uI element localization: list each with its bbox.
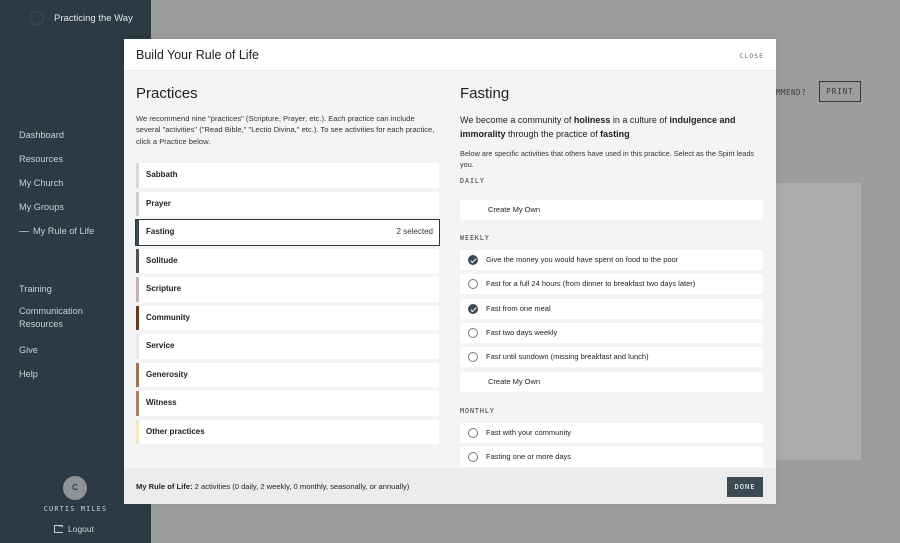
practice-label: Prayer <box>146 198 171 208</box>
practice-generosity[interactable] <box>136 363 439 388</box>
activities-column <box>460 85 763 185</box>
practice-label: Generosity <box>146 369 188 379</box>
practice-color-bar <box>136 220 139 245</box>
practice-label: Service <box>146 341 175 350</box>
activity-label: Give the money you would have spent on food to the poor <box>486 255 679 264</box>
practice-label: Community <box>146 312 190 322</box>
activity-label: Fast for a full 24 hours (from dinner to breakfast two days later) <box>486 279 696 288</box>
activity-label: Fast until sundown (missing breakfast and lunch) <box>486 352 649 361</box>
practice-scripture[interactable] <box>136 277 439 302</box>
modal-title: Build Your Rule of Life <box>136 48 260 62</box>
intro-text: We become a community of <box>460 115 574 125</box>
practice-color-bar <box>136 249 139 274</box>
practices-heading: Practices <box>136 85 198 102</box>
nav-training[interactable]: Training <box>19 284 52 294</box>
bg-recommend-text: MMEND? <box>776 88 807 97</box>
activities-description: Below are specific activities that others have used in this practice. Select as the Spirit leads you. <box>460 148 755 169</box>
checkbox-icon[interactable] <box>468 428 478 438</box>
create-own-label: Create My Own <box>488 377 541 386</box>
practice-witness[interactable] <box>136 391 439 416</box>
practice-label: Other practices <box>146 426 205 436</box>
monthly-label: MONTHLY <box>460 407 495 415</box>
practice-color-bar <box>136 163 139 188</box>
brand-logo[interactable] <box>22 13 133 24</box>
nav-give[interactable]: Give <box>19 345 38 355</box>
practice-color-bar <box>136 363 139 388</box>
logout-label: Logout <box>68 524 94 534</box>
nav-my-rule-of-life-label: My Rule of Life <box>33 226 95 236</box>
checkbox-icon[interactable] <box>468 279 478 289</box>
practice-label: Fasting <box>146 227 175 236</box>
active-indicator <box>19 231 29 232</box>
create-own-label: Create My Own <box>488 205 541 214</box>
nav-communication-resources[interactable] <box>19 305 83 332</box>
close-button[interactable]: CLOSE <box>739 52 764 60</box>
modal-header <box>124 39 776 71</box>
activity-item[interactable] <box>460 323 763 343</box>
bg-panel <box>776 183 861 460</box>
user-name: CURTIS MILES <box>43 505 108 513</box>
rule-summary-label: My Rule of Life: <box>136 482 193 491</box>
activity-item[interactable] <box>460 347 763 367</box>
activity-item[interactable] <box>460 423 763 443</box>
practice-label: Solitude <box>146 255 178 265</box>
practice-color-bar <box>136 391 139 416</box>
practices-column <box>136 85 439 147</box>
intro-bold: holiness <box>573 115 611 125</box>
activity-item[interactable] <box>460 299 763 319</box>
nav-my-groups[interactable]: My Groups <box>19 202 64 212</box>
nav-communication-line-2: Resources <box>19 319 63 330</box>
checkbox-icon[interactable] <box>468 352 478 362</box>
modal-body <box>124 71 776 468</box>
print-button[interactable]: PRINT <box>819 81 861 102</box>
practice-label: Sabbath <box>146 170 178 179</box>
activity-item[interactable] <box>460 274 763 294</box>
activity-label: Fast from one meal <box>486 304 551 313</box>
nav-resources[interactable]: Resources <box>19 154 63 164</box>
nav-my-church[interactable]: My Church <box>19 178 64 188</box>
nav-dashboard[interactable]: Dashboard <box>19 130 64 140</box>
nav-help[interactable]: Help <box>19 369 38 379</box>
logo-icon <box>30 11 44 25</box>
avatar[interactable]: C <box>63 476 87 500</box>
intro-text: through the practice of <box>505 129 601 140</box>
activity-label: Fast two days weekly <box>486 328 558 337</box>
practice-intro <box>460 113 750 142</box>
practice-color-bar <box>136 420 139 445</box>
checkbox-icon[interactable] <box>468 304 478 314</box>
practice-color-bar <box>136 192 139 217</box>
daily-label: DAILY <box>460 176 485 185</box>
checkbox-icon[interactable] <box>468 255 478 265</box>
practice-prayer[interactable] <box>136 192 439 217</box>
activity-item[interactable] <box>460 250 763 270</box>
logout-icon <box>54 525 63 533</box>
daily-create-own[interactable] <box>460 200 763 220</box>
practice-service[interactable] <box>136 334 439 359</box>
done-button[interactable]: DONE <box>727 477 763 497</box>
nav-my-rule-of-life[interactable] <box>19 225 94 238</box>
intro-bold: indulgence and immorality <box>460 115 736 140</box>
checkbox-icon[interactable] <box>468 328 478 338</box>
brand-name: Practicing the Way <box>54 13 133 24</box>
practice-heading: Fasting <box>460 85 510 102</box>
practice-label: Scripture <box>146 284 182 293</box>
rule-summary-text: 2 activities (0 daily, 2 weekly, 0 monthly, seasonally, or annually) <box>192 482 410 491</box>
modal-footer <box>124 468 776 504</box>
activity-label: Fasting one or more days <box>486 452 572 461</box>
logout-link[interactable] <box>54 524 94 534</box>
practice-color-bar <box>136 306 139 331</box>
practice-label: Witness <box>146 398 177 407</box>
checkbox-icon[interactable] <box>468 452 478 462</box>
rule-summary <box>136 482 409 491</box>
activity-label: Fast with your community <box>486 428 572 437</box>
practice-list <box>136 163 439 448</box>
practice-color-bar <box>136 334 139 359</box>
rule-of-life-modal <box>124 39 776 504</box>
intro-bold: fasting <box>600 129 630 140</box>
weekly-create-own[interactable] <box>460 372 763 392</box>
practice-color-bar <box>136 277 139 302</box>
practice-solitude[interactable] <box>136 249 439 274</box>
practice-community[interactable] <box>136 306 439 331</box>
selected-count: 2 selected <box>396 227 433 236</box>
practice-fasting[interactable] <box>136 220 439 245</box>
activity-item[interactable] <box>460 447 763 467</box>
weekly-label: WEEKLY <box>460 234 490 242</box>
practices-description: We recommend nine "practices" (Scripture, Prayer, etc.). Each practice can include several "activities" ("Read Bible," "Lectio Divina," etc.). To see activities for each practice, click a Practice below. <box>136 114 435 146</box>
practice-sabbath[interactable] <box>136 163 439 188</box>
intro-text: in a culture of <box>610 115 670 125</box>
nav-communication-line-1: Communication <box>19 306 83 316</box>
practice-other[interactable] <box>136 420 439 445</box>
